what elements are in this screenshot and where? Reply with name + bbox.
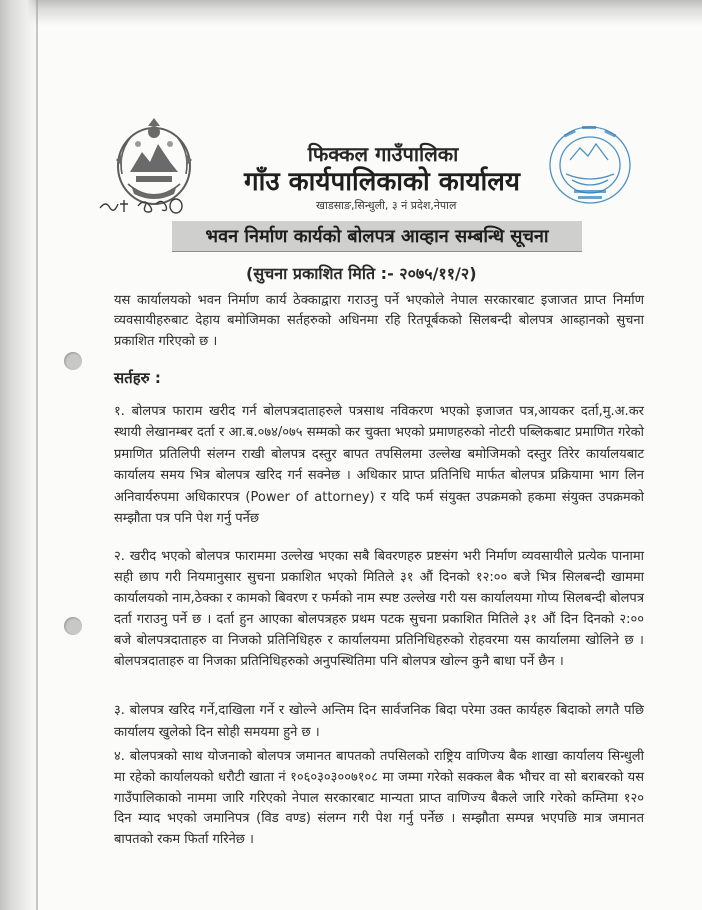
intro-paragraph: यस कार्यालयको भवन निर्माण कार्य ठेक्काद्वारा गराउनु पर्ने भएकोले नेपाल सरकारबाट इजाजत प्राप्त निर्माण व्यवसायीहरुबाट देहाय बमोजिमका सर्तहरुको अधिनमा रहि रितपूर्बकको सिलबन्दी बोलपत्र आब्हानको सुचना प्रकाशित गरिएको छ । bbox=[114, 293, 644, 349]
term-paragraph-3: ३. बोलपत्र खरिद गर्ने,दाखिला गर्ने र खोल्ने अन्तिम दिन सार्वजनिक बिदा परेमा उक्त कार्यहरु बिदाको लगतै पछि कार्यालय खुलेको दिन सोही समयमा हुने छ । bbox=[114, 703, 644, 740]
published-date: (सुचना प्रकाशित मिति :- २०७५/११/२) bbox=[246, 264, 477, 283]
term-paragraph-4: ४. बोलपत्रको साथ योजनाको बोलपत्र जमानत बापतको तपसिलको राष्ट्रिय वाणिज्य बैक शाखा कार्यालय सिन्धुली मा रहेको कार्यालयको धरौटी खाता नं १०६०३०३००७१०८ मा जम्मा गरेको सक्कल बैक भौचर वा सो बराबरको यस गाउँपालिकाको नाममा जारि गरिएको नेपाल सरकारबाट मान्यता प्राप्त वाणिज्य बैकले जारि गरेको कम्तिमा १२० दिन म्याद भएको जमानिपत्र (विड वण्ड) संलग्न गरी पेश गर्नु पर्नेछ । सम्झौता सम्पन्न भएपछि मात्र जमानत बापतको रकम फिर्ता गरिनेछ । bbox=[114, 749, 644, 848]
binding-fold-line bbox=[36, 0, 38, 910]
handwritten-note-mark bbox=[96, 192, 188, 218]
notice-title: भवन निर्माण कार्यको बोलपत्र आव्हान सम्बन्धि सूचना bbox=[205, 226, 549, 247]
scan-left-shadow bbox=[0, 0, 38, 910]
term-paragraph-2: २. खरीद भएको बोलपत्र फाराममा उल्लेख भएका सबै बिवरणहरु प्रष्टसंग भरी निर्माण व्यवसायीले प्रत्येक पानामा सही छाप गरी नियमानुसार सुचना प्रकाशित भएको मितिले ३१ औं दिनको १२:०० बजे भित्र सिलबन्दी खाममा कार्यालयको नाम,ठेक्का र कामको बिवरण र फर्मको नाम स्पष्ट उल्लेख गरी यस कार्यालयमा गोप्य सिलबन्दी बोलपत्र दर्ता गराउनु पर्ने छ । दर्ता हुन आएका बोलपत्रहरु प्रथम पटक सुचना प्रकाशित मितिले ३१ औं दिन दिनको २:०० बजे बोलपत्रदाताहरु वा निजको प्रतिनिधिहरु र कार्यालयमा प्रतिनिधिहरुको रोहवरमा यस कार्यालमा खोलिने छ । बोलपत्रदाताहरु वा निजका प्रतिनिधिहरुको अनुपस्थितिमा पनि बोलपत्र खोल्न कुनै बाधा पर्ने छैन । bbox=[114, 549, 644, 669]
office-seal-stamp-icon bbox=[544, 120, 636, 210]
punch-hole-icon bbox=[64, 352, 82, 370]
office-name: गाँउ कार्यपालिकाको कार्यालय bbox=[244, 167, 520, 197]
punch-hole-icon bbox=[64, 617, 82, 635]
scan-top-shadow bbox=[0, 0, 702, 26]
term-paragraph-1: १. बोलपत्र फाराम खरीद गर्न बोलपत्रदाताहरुले पत्रसाथ नविकरण भएको इजाजत पत्र,आयकर दर्ता,मु.अ.कर स्थायी लेखानम्बर दर्ता र आ.ब.०७४/०७५ सम्मको कर चुक्ता भएको प्रमाणहरुको नोटरी पब्लिकबाट प्रमाणित गरेको प्रमाणित प्रतिलिपी संलग्न राखी बोलपत्र दस्तुर बापत तपसिलमा उल्लेख बमोजिमको दस्तुर तिरेर कार्यालयबाट कार्यालय समय भित्र बोलपत्र खरिद गर्न सक्नेछ । अधिकार प्राप्त प्रतिनिधि मार्फत बोलपत्र प्रक्रियामा भाग लिन अनिवार्यरुपमा अधिकारपत्र (Power of attorney) र यदि फर्म संयुक्त उपक्रमको हकमा संयुक्त उपक्रमको सम्झौता पत्र पनि पेश गर्नु पर्नेछ bbox=[114, 404, 644, 527]
terms-heading: सर्तहरु : bbox=[114, 369, 161, 387]
municipality-name: फिक्कल गाउँपालिका bbox=[307, 142, 459, 166]
office-address: खाडसाङ,सिन्धुली, ३ नं प्रदेश,नेपाल bbox=[316, 199, 457, 212]
